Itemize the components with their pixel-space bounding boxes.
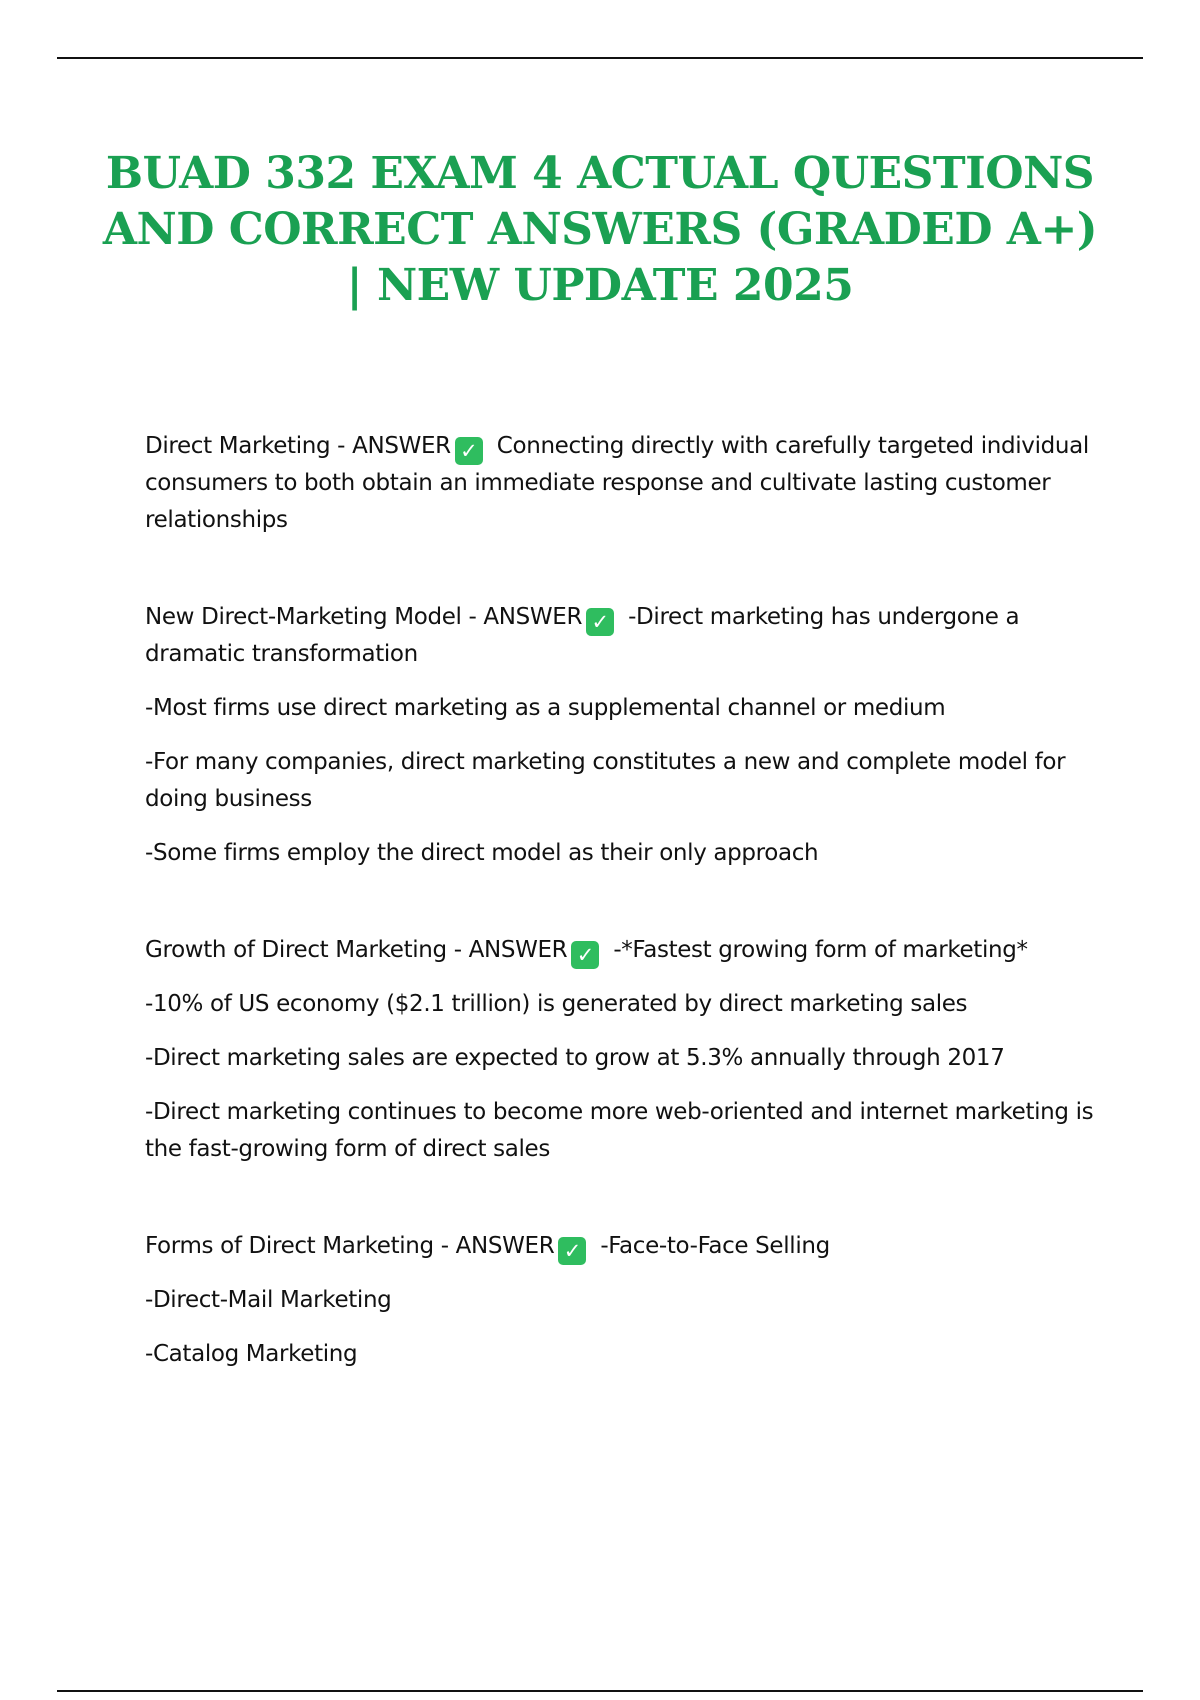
qa-answer-line: -Most firms use direct marketing as a supplemental channel or medium <box>145 695 946 721</box>
qa-first-line <box>145 599 1095 673</box>
qa-term: New Direct-Marketing Model - ANSWER <box>145 604 583 630</box>
qa-first-line <box>145 428 1095 539</box>
qa-answer-line: -Face-to-Face Selling <box>600 1233 830 1259</box>
check-mark-icon: ✓ <box>586 608 614 636</box>
qa-list <box>145 428 1095 1373</box>
qa-term: Forms of Direct Marketing - ANSWER <box>145 1233 555 1259</box>
title-line: | NEW UPDATE 2025 <box>346 260 854 311</box>
title-line: BUAD 332 EXAM 4 ACTUAL QUESTIONS <box>105 148 1095 199</box>
qa-item <box>145 932 1095 1168</box>
qa-term: Direct Marketing - ANSWER <box>145 433 451 459</box>
qa-answer-line: -Direct-Mail Marketing <box>145 1287 392 1313</box>
qa-answer-line: -Some firms employ the direct model as their only approach <box>145 840 819 866</box>
check-mark-icon: ✓ <box>455 437 483 465</box>
qa-answer-line: -Direct marketing continues to become more web-oriented and internet marketing is the fast-growing form of direct sales <box>145 1099 1094 1162</box>
qa-answer-line: -Direct marketing has undergone a dramatic transformation <box>145 604 1020 667</box>
title-line: AND CORRECT ANSWERS (GRADED A+) <box>102 204 1098 255</box>
qa-answer-line: -Direct marketing sales are expected to grow at 5.3% annually through 2017 <box>145 1045 1005 1071</box>
qa-first-line <box>145 1228 1095 1265</box>
bottom-rule <box>57 1690 1143 1692</box>
qa-answer-line: -10% of US economy ($2.1 trillion) is generated by direct marketing sales <box>145 991 968 1017</box>
qa-term: Growth of Direct Marketing - ANSWER <box>145 937 568 963</box>
qa-answer-line: -*Fastest growing form of marketing* <box>613 937 1028 963</box>
qa-answer-line: -For many companies, direct marketing constitutes a new and complete model for doing business <box>145 749 1066 812</box>
check-mark-icon: ✓ <box>571 941 599 969</box>
qa-answer-line: -Catalog Marketing <box>145 1341 358 1367</box>
top-rule <box>57 57 1143 59</box>
check-mark-icon: ✓ <box>558 1237 586 1265</box>
document-title <box>100 146 1100 314</box>
qa-item <box>145 1228 1095 1373</box>
qa-item <box>145 599 1095 872</box>
qa-first-line <box>145 932 1095 969</box>
qa-answer-line: Connecting directly with carefully targeted individual consumers to both obtain an immediate response and cultivate lasting customer relationships <box>145 433 1089 533</box>
qa-item <box>145 428 1095 539</box>
